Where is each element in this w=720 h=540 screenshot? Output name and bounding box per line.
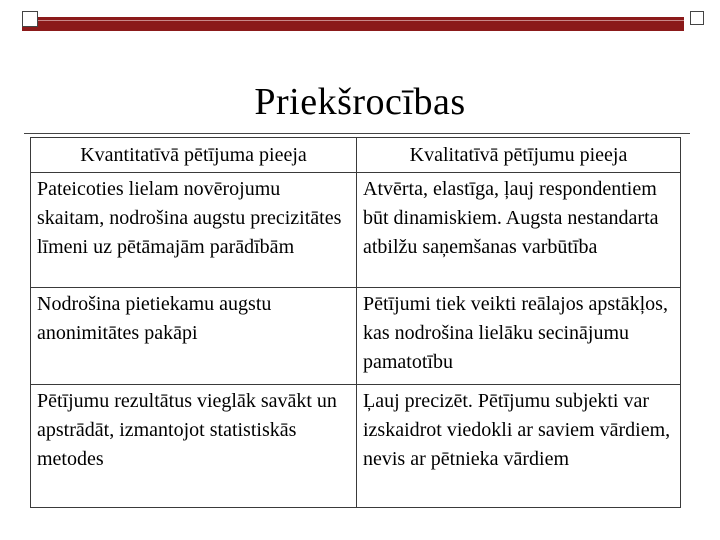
cell-quantitative: Nodrošina pietiekamu augstu anonimitātes pakāpi xyxy=(31,288,357,385)
header-decoration xyxy=(22,11,712,35)
table-row xyxy=(31,288,681,385)
comparison-table xyxy=(30,137,681,508)
header-quantitative: Kvantitatīvā pētījuma pieeja xyxy=(31,138,357,173)
header-band xyxy=(22,17,684,31)
cell-qualitative: Pētījumi tiek veikti reālajos apstākļos, kas nodrošina lielāku secinājumu pamatotību xyxy=(357,288,681,385)
square-icon-left xyxy=(22,11,38,27)
table-row xyxy=(31,385,681,508)
cell-qualitative: Ļauj precizēt. Pētījumu subjekti var izskaidrot viedokli ar saviem vārdiem, nevis ar pētnieka vārdiem xyxy=(357,385,681,508)
title-underline xyxy=(24,133,690,134)
cell-quantitative: Pateicoties lielam novērojumu skaitam, nodrošina augstu precizitātes līmeni uz pētāmajām parādībām xyxy=(31,173,357,288)
cell-qualitative: Atvērta, elastīga, ļauj respondentiem būt dinamiskiem. Augsta nestandarta atbilžu saņemšanas varbūtība xyxy=(357,173,681,288)
square-icon-right xyxy=(690,11,704,25)
header-band-line xyxy=(22,20,684,21)
table-header-row xyxy=(31,138,681,173)
table-row xyxy=(31,173,681,288)
cell-quantitative: Pētījumu rezultātus vieglāk savākt un apstrādāt, izmantojot statistiskās metodes xyxy=(31,385,357,508)
header-qualitative: Kvalitatīvā pētījumu pieeja xyxy=(357,138,681,173)
slide-title: Priekšrocības xyxy=(254,81,466,123)
